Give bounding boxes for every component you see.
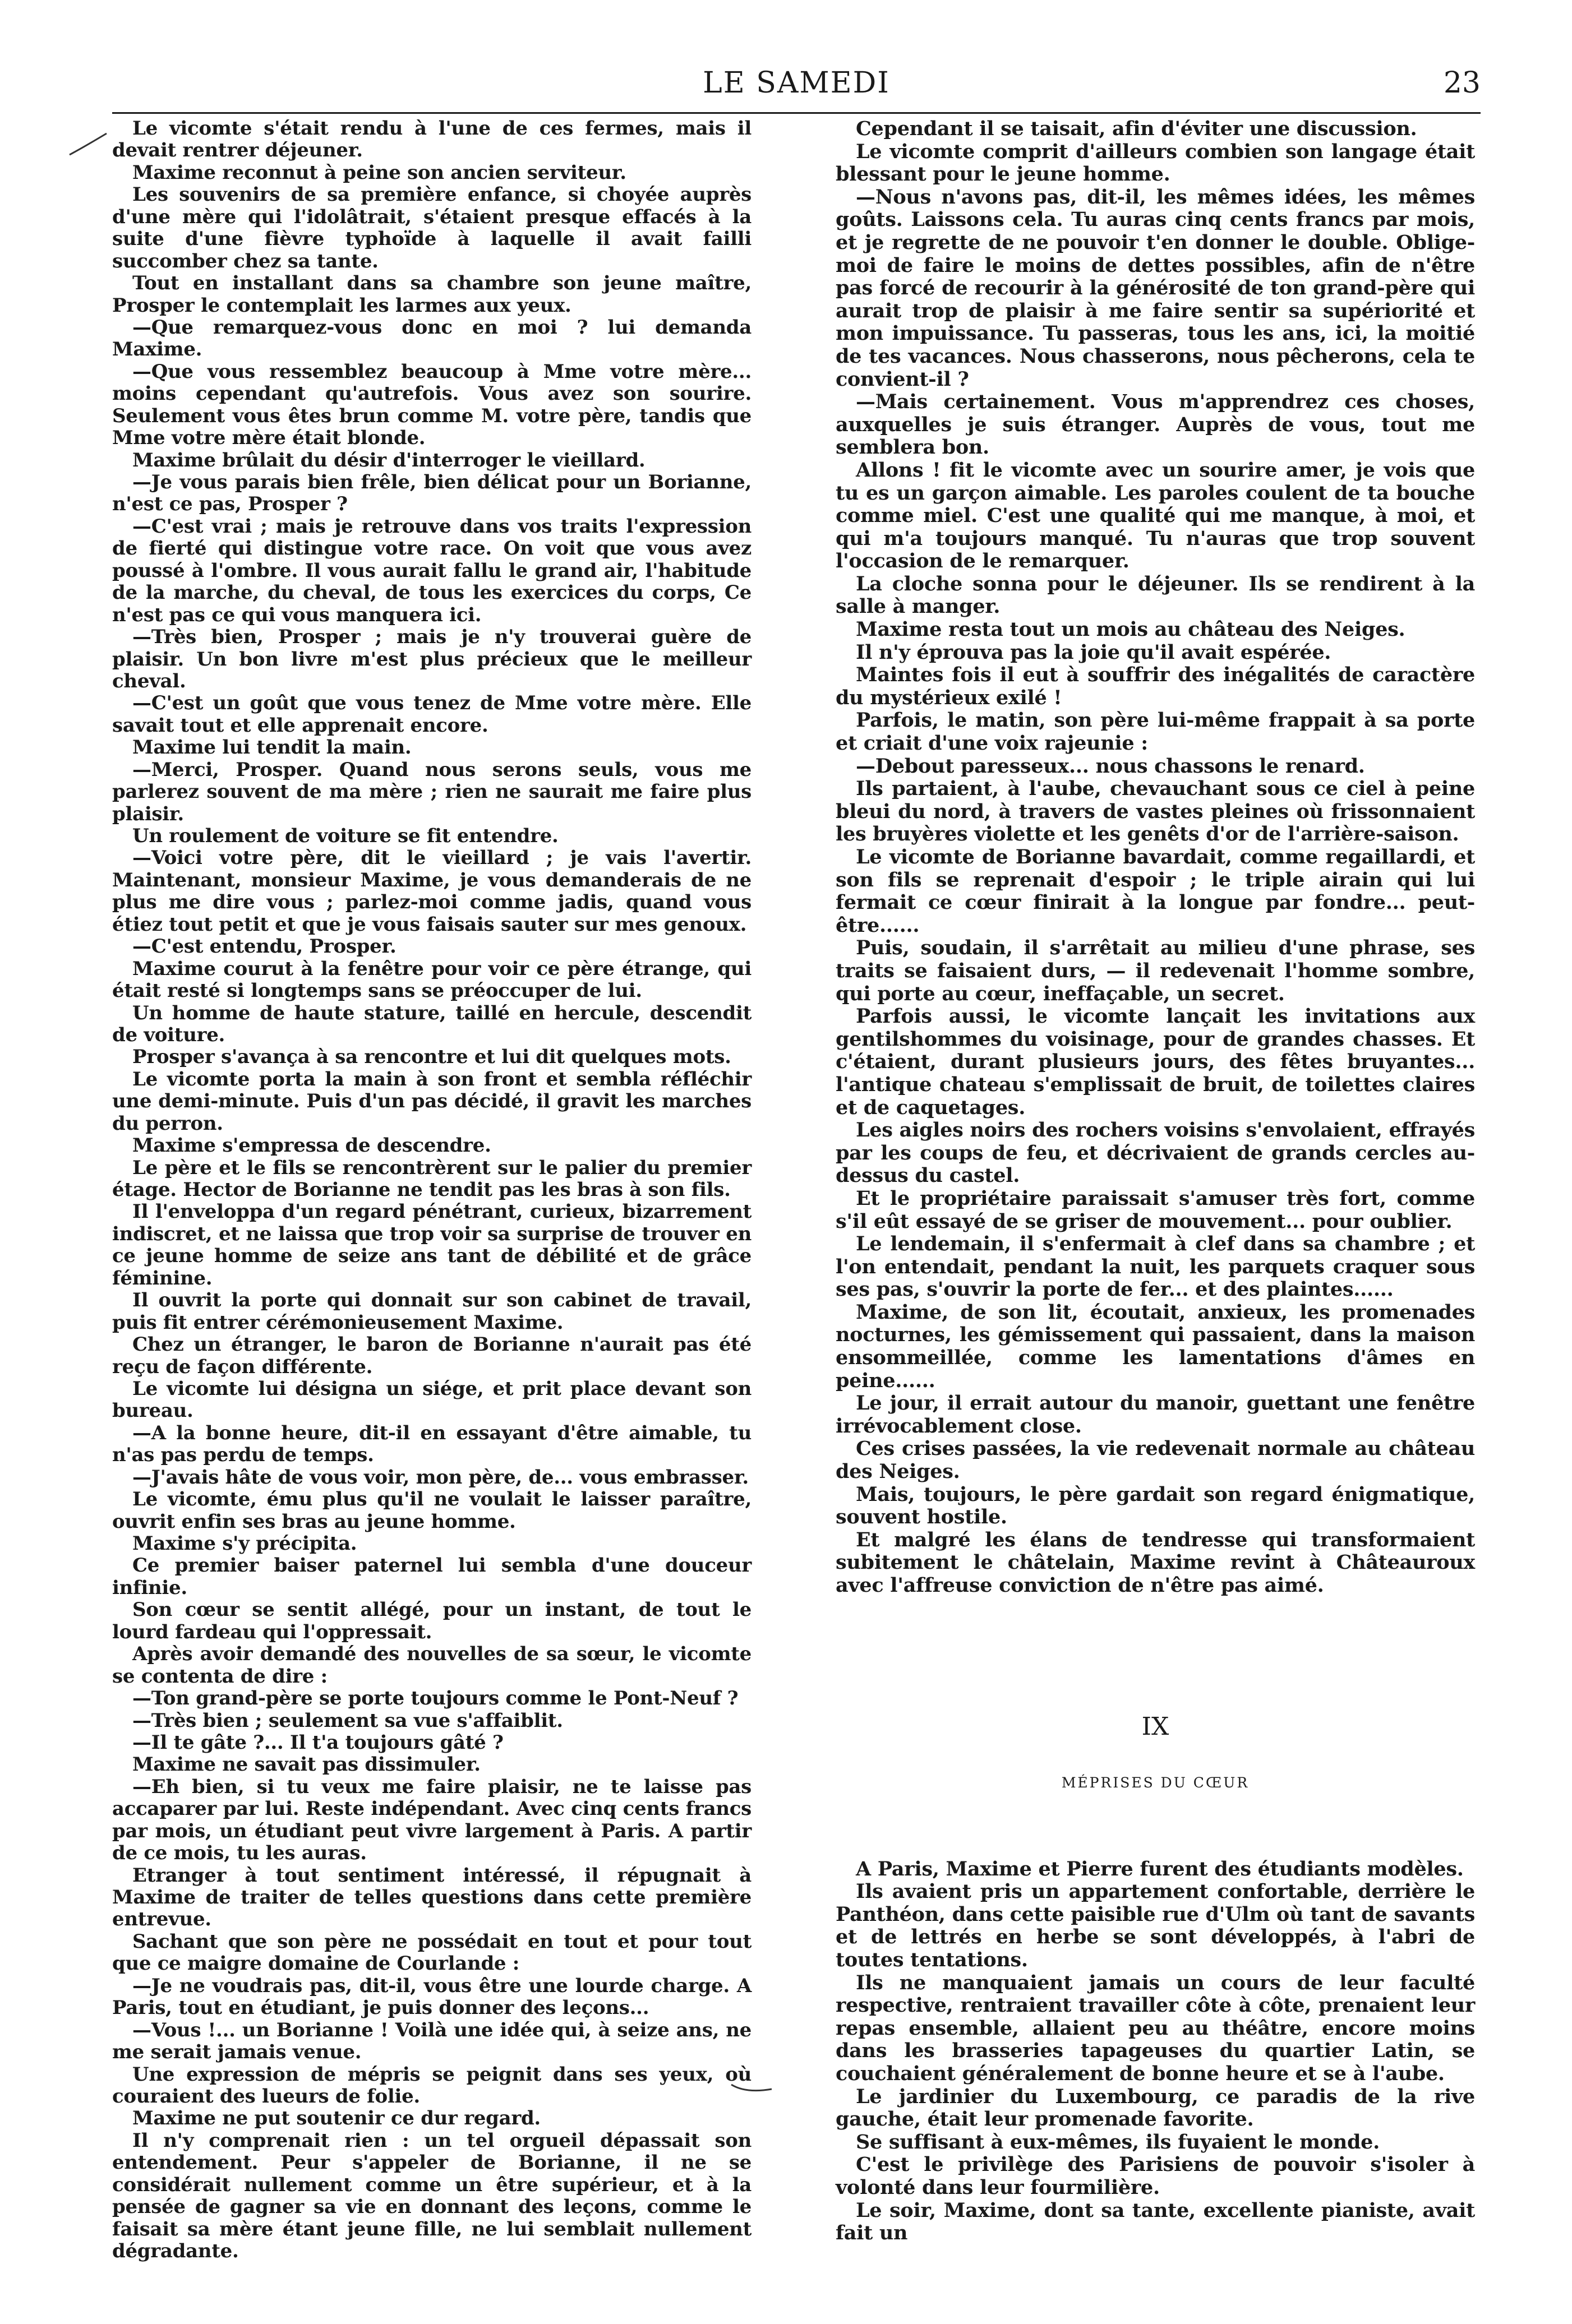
page-number: 23 (1443, 66, 1481, 100)
paragraph: Maintes fois il eut à souffrir des inégalités de caractère du mystérieux exilé ! (836, 663, 1475, 709)
paragraph: —Voici votre père, dit le vieillard ; je vais l'avertir. Maintenant, monsieur Maxime, je vous demanderais de ne plus me dire vous ; parlez-moi comme jadis, quand vous étiez tout petit et que je vous faisais sauter sur mes genoux. (112, 847, 752, 936)
paragraph: —Que vous ressemblez beaucoup à Mme votre mère... moins cependant qu'autrefois. Vous avez son sourire. Seulement vous êtes brun comme M. votre père, tandis que Mme votre mère était blonde. (112, 360, 752, 450)
paragraph: Maxime reconnut à peine son ancien serviteur. (132, 161, 626, 184)
paragraph: —Vous !... un Borianne ! Voilà une idée qui, à seize ans, ne me serait jamais venue. (112, 2018, 752, 2064)
paragraph: —Que remarquez-vous donc en moi ? lui demanda Maxime. (112, 316, 752, 361)
paragraph: Prosper s'avança à sa rencontre et lui dit quelques mots. (132, 1046, 731, 1069)
paragraph: —Nous n'avons pas, dit-il, les mêmes idées, les mêmes goûts. Laissons cela. Tu auras cinq cents francs par mois, et je regrette de ne pouvoir t'en donner le double. Oblige-moi de faire le moins de dettes possibles, afin de n'être pas forcé de recourir à la générosité de ton grand-père qui aurait trop de plaisir à me faire sentir sa supériorité et mon impuissance. Tu passeras, tous les ans, ici, la moitié de tes vacances. Nous chasserons, nous pêcherons, cela te convient-il ? (836, 185, 1475, 391)
paragraph: Ils ne manquaient jamais un cours de leur faculté respective, rentraient travailler côte à côte, prenaient leur repas ensemble, allaient peu au théâtre, encore moins dans les brasseries tapageuses du quartier Latin, se couchaient généralement de bonne heure et se à l'aube. (836, 1971, 1475, 2085)
paragraph: Son cœur se sentit allégé, pour un instant, de tout le lourd fardeau qui l'oppressait. (112, 1598, 752, 1643)
paragraph: —Très bien ; seulement sa vue s'affaiblit. (132, 1709, 563, 1732)
paragraph: Le vicomte comprit d'ailleurs combien son langage était blessant pour le jeune homme. (836, 140, 1475, 186)
paragraph: Ce premier baiser paternel lui sembla d'une douceur infinie. (112, 1554, 752, 1599)
paragraph: Maxime resta tout un mois au château des Neiges. (856, 618, 1405, 641)
paragraph: —Très bien, Prosper ; mais je n'y trouverai guère de plaisir. Un bon livre m'est plus précieux que le meilleur cheval. (112, 626, 752, 692)
right-column-text-bottom (836, 1858, 1475, 2245)
paragraph: Tout en installant dans sa chambre son jeune maître, Prosper le contemplait les larmes aux yeux. (112, 272, 752, 317)
paragraph: La cloche sonna pour le déjeuner. Ils se rendirent à la salle à manger. (836, 572, 1475, 618)
paragraph: Maxime brûlait du désir d'interroger le vieillard. (132, 449, 646, 472)
paragraph: Parfois aussi, le vicomte lançait les invitations aux gentilshommes du voisinage, pour de grandes chasses. Et c'étaient, durant plusieurs jours, des fêtes bruyantes... l'antique chateau s'emplissait de bruit, de toilettes claires et de caquetages. (836, 1005, 1475, 1119)
paragraph: Maxime lui tendit la main. (132, 736, 412, 759)
paragraph: —A la bonne heure, dit-il en essayant d'être aimable, tu n'as pas perdu de temps. (112, 1421, 752, 1467)
paragraph: A Paris, Maxime et Pierre furent des étudiants modèles. (856, 1857, 1464, 1881)
paragraph: Ces crises passées, la vie redevenait normale au château des Neiges. (836, 1437, 1475, 1484)
paragraph: —Ton grand-père se porte toujours comme le Pont-Neuf ? (132, 1687, 739, 1710)
paragraph: Un roulement de voiture se fit entendre. (132, 825, 559, 847)
paragraph: Allons ! fit le vicomte avec un sourire amer, je vois que tu es un garçon aimable. Les paroles coulent de ta bouche comme miel. C'est une qualité qui me manque, à moi, et qui m'a toujours manqué. Tu n'auras que trop souvent l'occasion de le remarquer. (836, 458, 1475, 573)
paragraph: Chez un étranger, le baron de Borianne n'aurait pas été reçu de façon différente. (112, 1333, 752, 1378)
chapter-title: MÉPRISES DU CŒUR (1061, 1774, 1250, 1791)
paragraph: Une expression de mépris se peignit dans ses yeux, où couraient des lueurs de folie. (112, 2063, 752, 2108)
paragraph: Et le propriétaire paraissait s'amuser très fort, comme s'il eût essayé de se griser de mouvement... pour oublier. (836, 1186, 1475, 1233)
paragraph: Mais, toujours, le père gardait son regard énigmatique, souvent hostile. (836, 1482, 1475, 1529)
paragraph: Le père et le fils se rencontrèrent sur le palier du premier étage. Hector de Borianne ne tendit pas les bras à son fils. (112, 1156, 752, 1201)
page-header (112, 66, 1481, 111)
paragraph: Maxime s'y précipita. (132, 1532, 357, 1555)
paragraph: Sachant que son père ne possédait en tout et pour tout que ce maigre domaine de Courlande : (112, 1930, 752, 1975)
paragraph: —Mais certainement. Vous m'apprendrez ces choses, auxquelles je suis étranger. Auprès de vous, tout me semblera bon. (836, 390, 1475, 459)
paragraph: Il ouvrit la porte qui donnait sur son cabinet de travail, puis fit entrer cérémonieusement Maxime. (112, 1289, 752, 1334)
paragraph: Maxime s'empressa de descendre. (132, 1134, 491, 1157)
paragraph: Le vicomte porta la main à son front et sembla réfléchir une demi-minute. Puis d'un pas décidé, il gravit les marches du perron. (112, 1068, 752, 1135)
chapter-number: IX (1141, 1712, 1169, 1741)
paragraph: Le lendemain, il s'enfermait à clef dans sa chambre ; et l'on entendait, pendant la nuit, les parquets craquer sous ses pas, s'ouvrir la porte de fer... et des plaintes...... (836, 1232, 1475, 1301)
paragraph: Le vicomte de Borianne bavardait, comme regaillardi, et son fils se reprenait d'espoir ; le triple airain qui lui fermait ce cœur finirait à la longue par fondre... peut-être...... (836, 845, 1475, 937)
paragraph: Maxime ne savait pas dissimuler. (132, 1753, 481, 1776)
paragraph: Le vicomte lui désigna un siége, et prit place devant son bureau. (112, 1377, 752, 1422)
paragraph: Il n'y comprenait rien : un tel orgueil dépassait son entendement. Peur s'appeler de Borianne, il ne se considérait nullement comme un être supérieur, et à la pensée de gagner sa vie en donnant des leçons, comme le faisait sa mère étant jeune fille, ne lui semblait nullement dégradante. (112, 2129, 752, 2262)
header-rule (112, 112, 1481, 114)
paragraph: Après avoir demandé des nouvelles de sa sœur, le vicomte se contenta de dire : (112, 1643, 752, 1688)
paragraph: Les aigles noirs des rochers voisins s'envolaient, effrayés par les coups de feu, et décrivaient de grands cercles au-dessus du castel. (836, 1119, 1475, 1188)
pencil-mark-icon (67, 130, 112, 158)
paragraph: —Je ne voudrais pas, dit-il, vous être une lourde charge. A Paris, tout en étudiant, je puis donner des leçons... (112, 1974, 752, 2020)
paragraph: Le vicomte, ému plus qu'il ne voulait le laisser paraître, ouvrit enfin ses bras au jeune homme. (112, 1488, 752, 1533)
paragraph: —Merci, Prosper. Quand nous serons seuls, vous me parlerez souvent de ma mère ; rien ne saurait me faire plus plaisir. (112, 758, 752, 825)
paragraph: —Je vous parais bien frêle, bien délicat pour un Borianne, n'est ce pas, Prosper ? (112, 471, 752, 516)
paragraph: Le jardinier du Luxembourg, ce paradis de la rive gauche, était leur promenade favorite. (836, 2085, 1475, 2131)
paragraph: Ils partaient, à l'aube, chevauchant sous ce ciel à peine bleui du nord, à travers de vastes pleines où frissonnaient les bruyères violette et les genêts d'or de l'arrière-saison. (836, 777, 1475, 846)
paragraph: —J'avais hâte de vous voir, mon père, de... vous embrasser. (132, 1466, 749, 1489)
paragraph: Maxime courut à la fenêtre pour voir ce père étrange, qui était resté si longtemps sans se préoccuper de lui. (112, 957, 752, 1002)
paragraph: —Eh bien, si tu veux me faire plaisir, ne te laisse pas accaparer par lui. Reste indépendant. Avec cinq cents francs par mois, un étudiant peut vivre largement à Paris. A partir de ce mois, tu les auras. (112, 1775, 752, 1865)
paragraph: Le vicomte s'était rendu à l'une de ces fermes, mais il devait rentrer déjeuner. (112, 117, 752, 162)
publication-title: LE SAMEDI (703, 66, 890, 100)
right-column-text-top (836, 118, 1475, 1597)
left-text-column (112, 118, 752, 2262)
paragraph: Maxime ne put soutenir ce dur regard. (132, 2107, 541, 2130)
paragraph: Cependant il se taisait, afin d'éviter une discussion. (856, 117, 1417, 140)
paragraph: Puis, soudain, il s'arrêtait au milieu d'une phrase, ses traits se faisaient durs, — il redevenait l'homme sombre, qui porte au cœur, ineffaçable, un secret. (836, 936, 1475, 1005)
paragraph: —C'est entendu, Prosper. (132, 935, 397, 958)
paragraph: —Il te gâte ?... Il t'a toujours gâté ? (132, 1731, 504, 1754)
paragraph: —Debout paresseux... nous chassons le renard. (856, 754, 1365, 778)
paragraph: Se suffisant à eux-mêmes, ils fuyaient le monde. (856, 2130, 1380, 2154)
paragraph: Etranger à tout sentiment intéressé, il répugnait à Maxime de traiter de telles questions dans cette première entrevue. (112, 1864, 752, 1931)
paragraph: Maxime, de son lit, écoutait, anxieux, les promenades nocturnes, les gémissement qui passaient, dans la maison ensommeillée, comme les lamentations d'âmes en peine...... (836, 1300, 1475, 1392)
paragraph: Et malgré les élans de tendresse qui transformaient subitement le châtelain, Maxime revint à Châteauroux avec l'affreuse conviction de n'être pas aimé. (836, 1528, 1475, 1597)
paragraph: Ils avaient pris un appartement confortable, derrière le Panthéon, dans cette paisible rue d'Ulm où tant de savants et de lettrés en herbe se sont développés, à l'abri de toutes tentations. (836, 1880, 1475, 1971)
paragraph: Un homme de haute stature, taillé en hercule, descendit de voiture. (112, 1001, 752, 1046)
paragraph: C'est le privilège des Parisiens de pouvoir s'isoler à volonté dans leur fourmilière. (836, 2153, 1475, 2199)
paragraph: Il l'enveloppa d'un regard pénétrant, curieux, bizarrement indiscret, et ne laissa que trop voir sa surprise de trouver en ce jeune homme de seize ans tant de débilité et de grâce féminine. (112, 1200, 752, 1290)
right-text-column (836, 118, 1475, 2245)
paragraph: Le soir, Maxime, dont sa tante, excellente pianiste, avait fait un (836, 2198, 1475, 2245)
paragraph: Il n'y éprouva pas la joie qu'il avait espérée. (856, 640, 1331, 664)
paragraph: —C'est vrai ; mais je retrouve dans vos traits l'expression de fierté qui distingue votre race. On voit que vous avez poussé à l'ombre. Il vous aurait fallu le grand air, l'habitude de la marche, du cheval, de tous les exercices du corps, Ce n'est pas ce qui vous manquera ici. (112, 515, 752, 626)
paragraph: —C'est un goût que vous tenez de Mme votre mère. Elle savait tout et elle apprenait encore. (112, 692, 752, 737)
paragraph: Parfois, le matin, son père lui-même frappait à sa porte et criait d'une voix rajeunie : (836, 709, 1475, 755)
paragraph: Le jour, il errait autour du manoir, guettant une fenêtre irrévocablement close. (836, 1392, 1475, 1438)
paragraph: Les souvenirs de sa première enfance, si choyée auprès d'une mère qui l'idolâtrait, s'étaient presque effacés à la suite d'une fièvre typhoïde à laquelle il avait failli succomber chez sa tante. (112, 183, 752, 272)
